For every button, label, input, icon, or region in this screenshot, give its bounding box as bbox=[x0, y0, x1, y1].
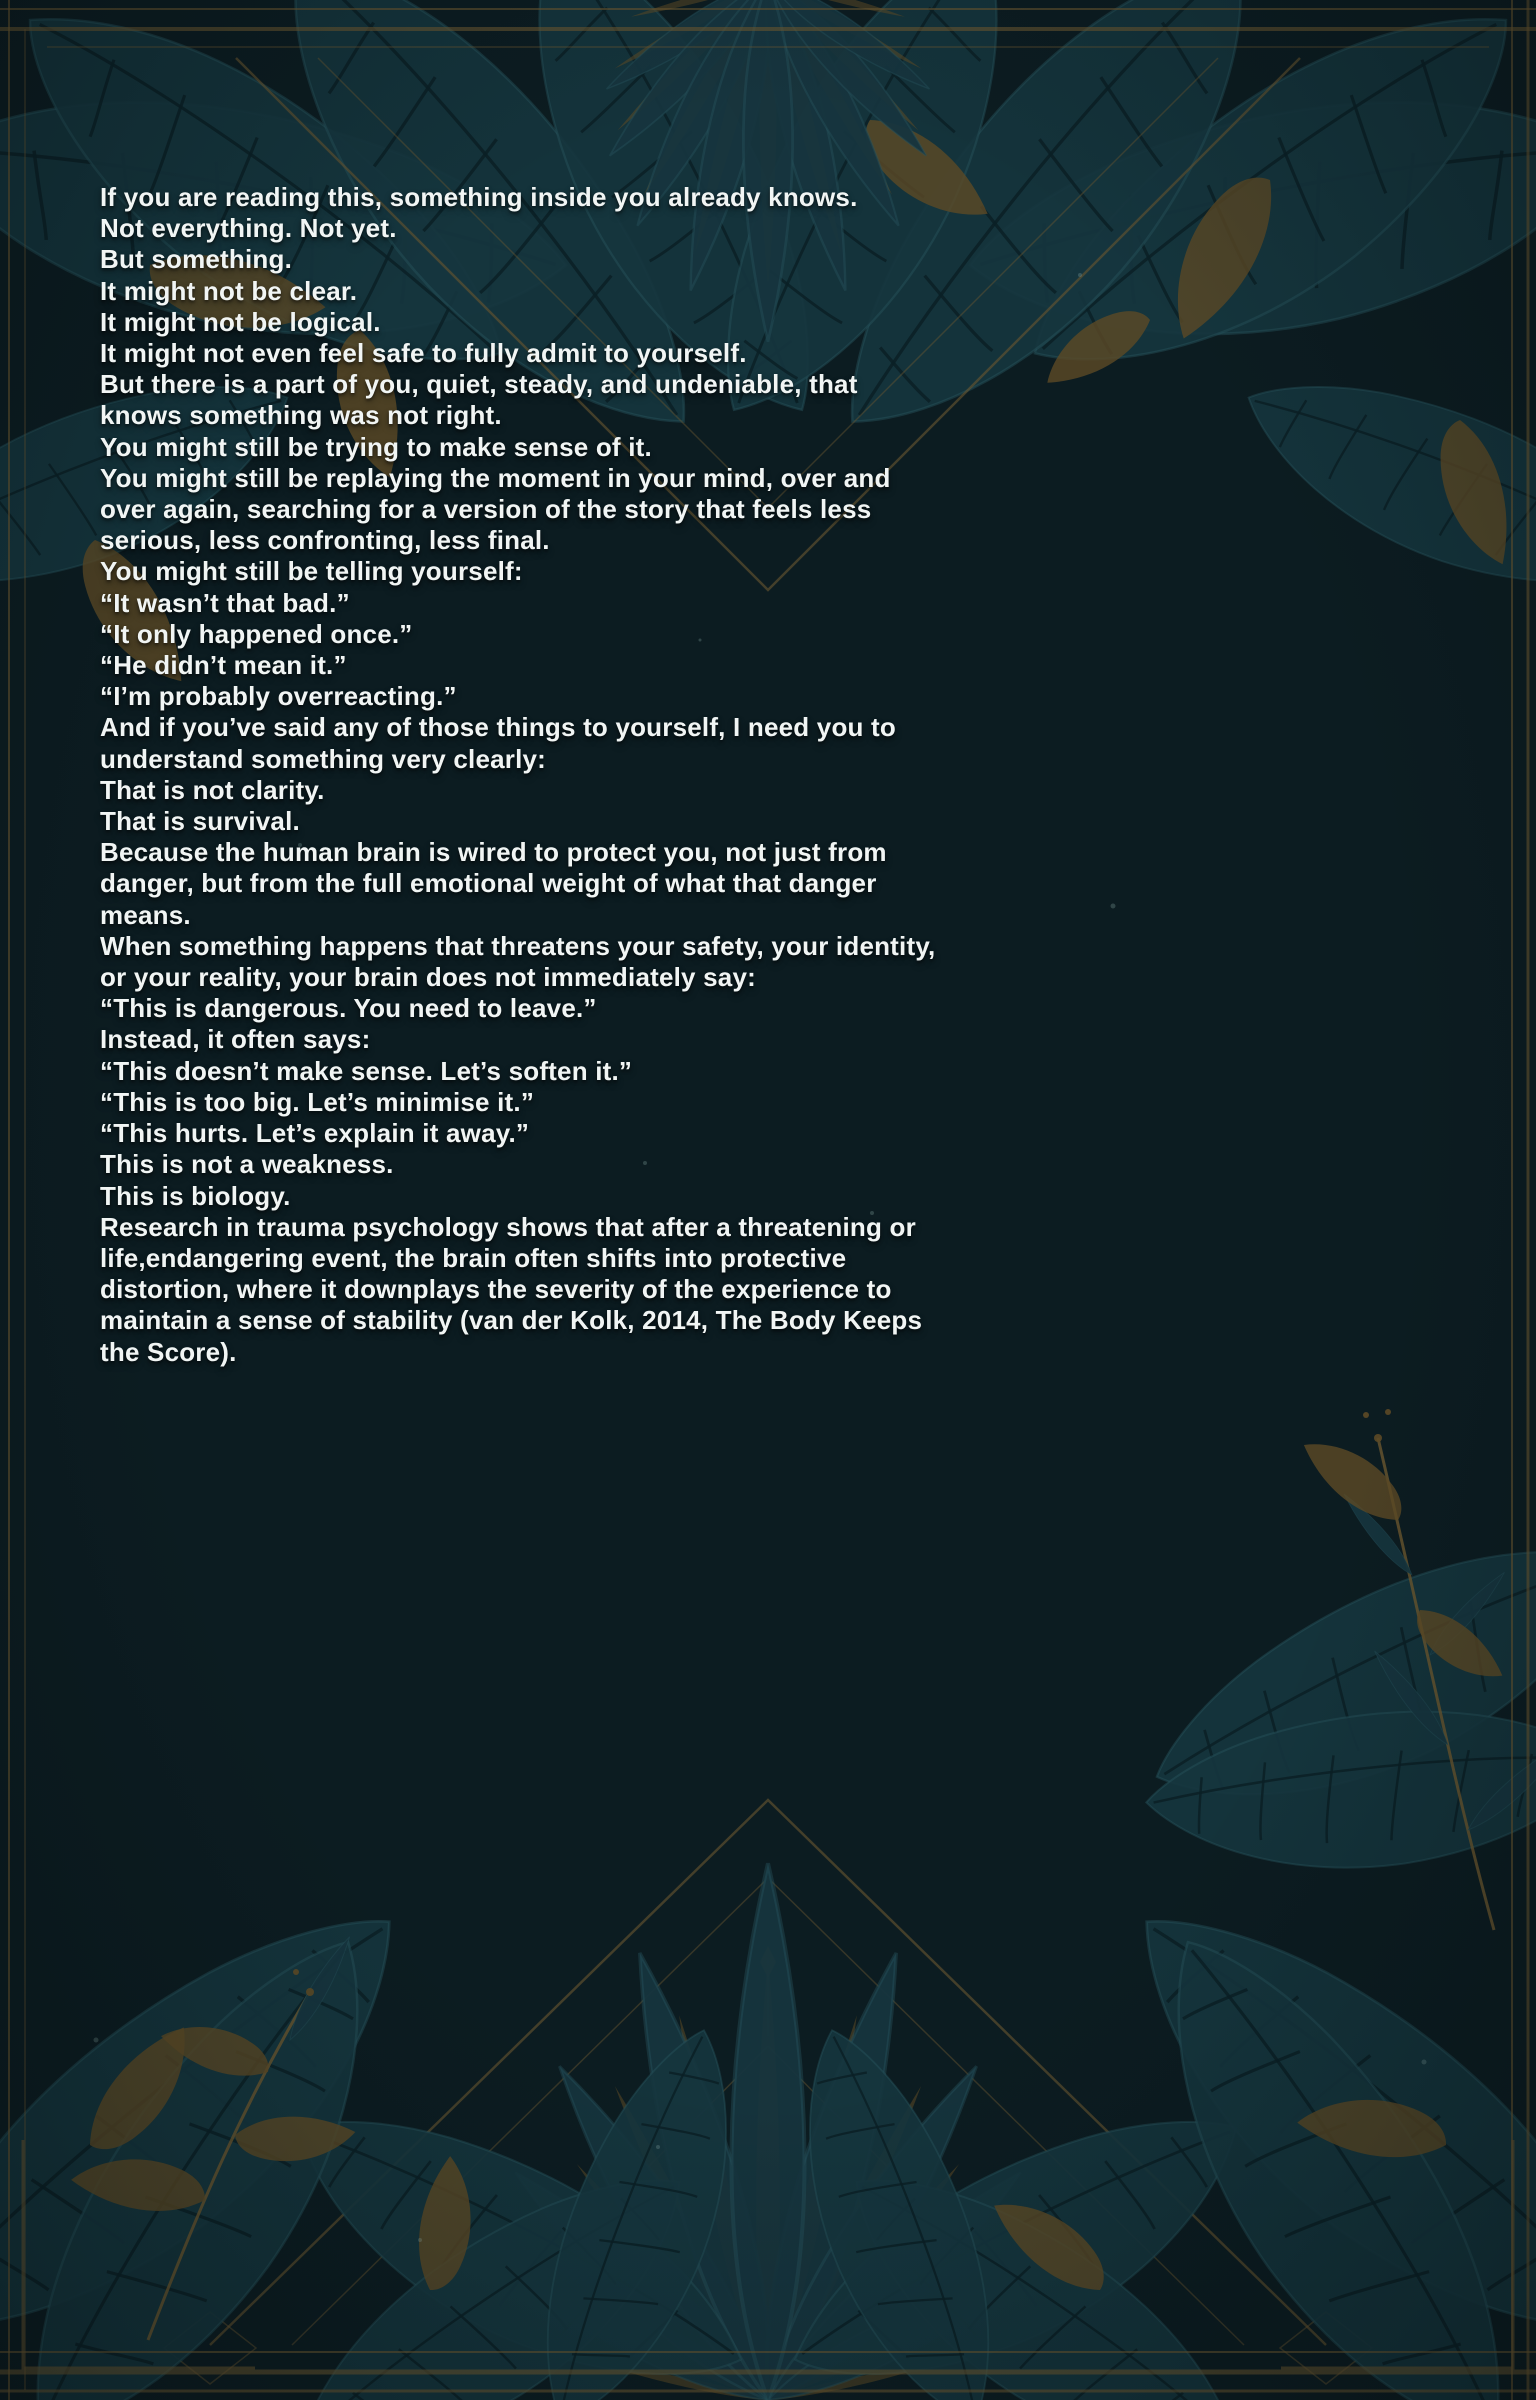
quote-line: “This hurts. Let’s explain it away.” bbox=[100, 1118, 530, 1149]
quote-line: “It wasn’t that bad.” bbox=[100, 587, 350, 618]
quote-line: It might not even feel safe to fully admit to yourself. bbox=[100, 338, 747, 369]
quote-line: If you are reading this, something inside you already knows. bbox=[100, 182, 858, 212]
quote-line: When something happens that threatens your safety, your identity, or your reality, your brain does not immediately say: bbox=[100, 930, 936, 993]
quote-line: It might not be clear. bbox=[100, 275, 358, 306]
quote-line: “This is too big. Let’s minimise it.” bbox=[100, 1086, 535, 1117]
quote-line: But there is a part of you, quiet, steady, and undeniable, that knows something was not right. bbox=[100, 369, 858, 431]
quote-line: You might still be telling yourself: bbox=[100, 556, 523, 587]
quote-line: Research in trauma psychology shows that after a threatening or life,endangering event, the brain often shifts into protective distortion, where it downplays the severity of the experience to maintain a sense of stability (van der Kolk, 2014, The Body Keeps the Score). bbox=[100, 1211, 923, 1367]
quote-line: But something. bbox=[100, 244, 293, 275]
quote-line: You might still be trying to make sense of it. bbox=[100, 431, 652, 462]
quote-line: “This doesn’t make sense. Let’s soften it.” bbox=[100, 1055, 633, 1086]
quote-line: “He didn’t mean it.” bbox=[100, 650, 347, 681]
quote-line: It might not be logical. bbox=[100, 306, 381, 337]
quote-line: This is biology. bbox=[100, 1180, 291, 1211]
quote-line: Not everything. Not yet. bbox=[100, 213, 397, 244]
quote-line: “This is dangerous. You need to leave.” bbox=[100, 993, 597, 1024]
quote-line: That is not clarity. bbox=[100, 774, 325, 805]
quote-line: Instead, it often says: bbox=[100, 1024, 371, 1055]
quote-line: Because the human brain is wired to protect you, not just from danger, but from the full emotional weight of what that danger means. bbox=[100, 837, 887, 930]
quote-text bbox=[100, 182, 946, 1368]
quote-line: And if you’ve said any of those things to yourself, I need you to understand something very clearly: bbox=[100, 712, 896, 774]
quote-line: “It only happened once.” bbox=[100, 618, 413, 649]
quote-line: “I’m probably overreacting.” bbox=[100, 681, 457, 712]
quote-line: That is survival. bbox=[100, 806, 300, 837]
quote-line: You might still be replaying the moment in your mind, over and over again, searching for a version of the story that feels less serious, less confronting, less final. bbox=[100, 462, 891, 556]
quote-line: This is not a weakness. bbox=[100, 1149, 394, 1180]
